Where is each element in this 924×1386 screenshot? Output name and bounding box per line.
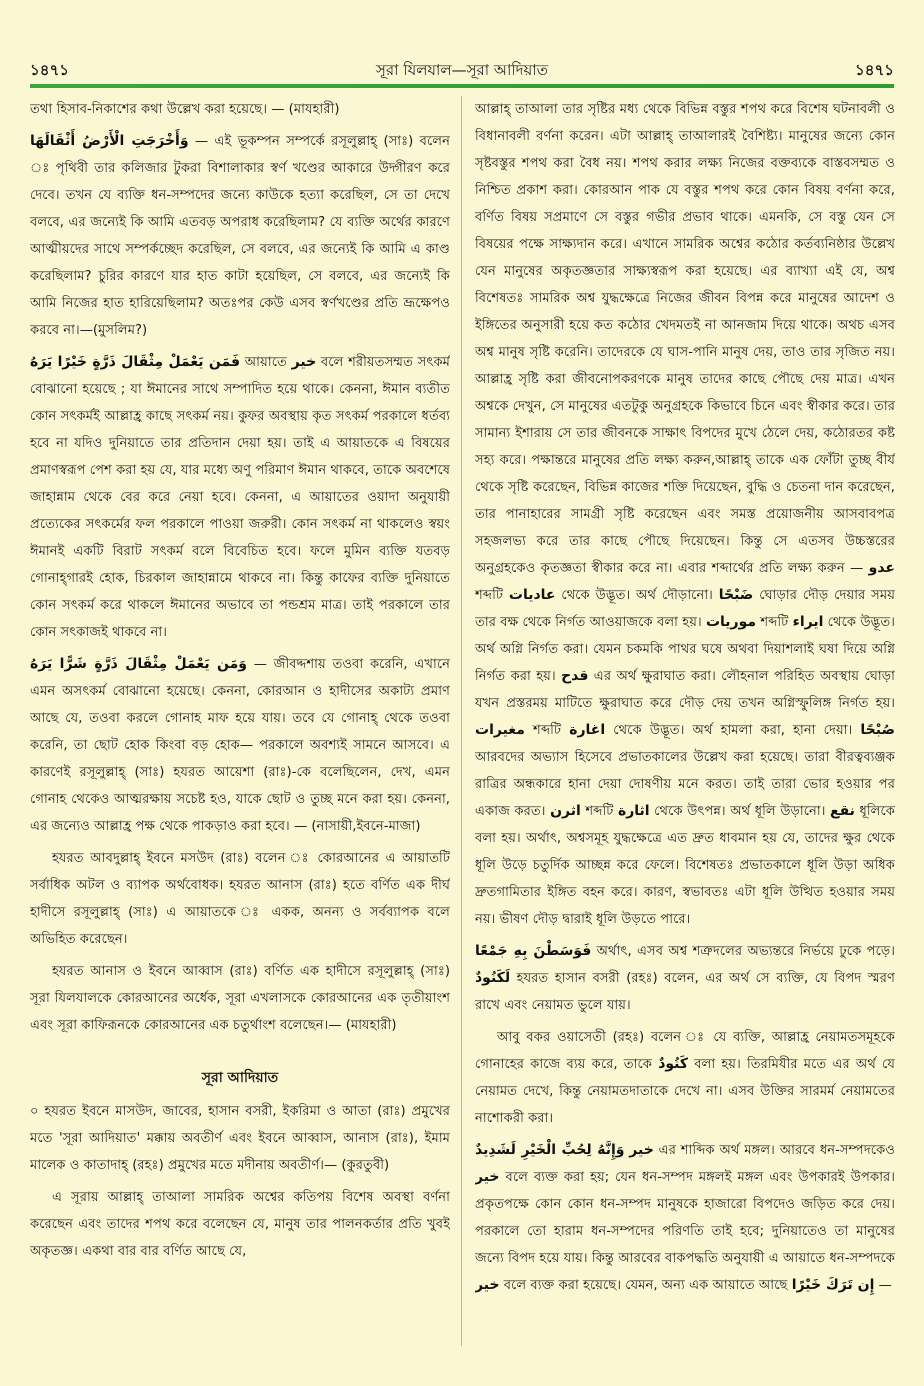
arabic-verse: وَإِنَّهُ لِحُبِّ الْخَيْرِ لَشَدِيدٌ [475,1142,625,1158]
paragraph-text: — [878,1278,892,1293]
arabic-word: خير [629,1142,654,1158]
arabic-word: ايراء [792,614,824,630]
paragraph-text: অর্থাৎ, এসব অশ্ব শত্রুদলের অভ্যন্তরে নির্ভয়ে ঢুকে পড়ে। [596,944,895,959]
running-title: সূরা যিলযাল—সূরা আদিয়াত [376,61,548,79]
paragraph: তথা হিসাব-নিকাশের কথা উল্লেখ করা হয়েছে। — (মাযহারী) [30,102,340,117]
arabic-verse: وَأَخْرَجَتِ الْأَرْضُ أَثْقَالَهَا [30,133,189,149]
paragraph [475,1137,895,1299]
arabic-word: مغيرات [475,722,525,738]
page-number-left: ১৪৭১ [30,61,69,79]
arabic-word: اغارة [569,722,606,738]
paragraph-text: — এই ভূকম্পন সম্পর্কে রসূলুল্লাহ্ (সাঃ) বলেন ঃ পৃথিবী তার কলিজার টুকরা বিশালাকার স্বর্ণ খণ্ডের আকারে উদ্গীরণ করে দেবে। তখন যে ব্যক্তি ধন-সম্পদের জন্যে কাউকে হত্যা করেছিল, সে তা দেখে বলবে, এর জন্যেই কি আমি এতবড় অপরাধ করেছিলাম? যে ব্যক্তি অর্থের কারণে আত্মীয়দের সাথে সম্পর্কচ্ছেদ করেছিল, সে বলবে, এর জন্যেই কি আমি এ কাণ্ড করেছিলাম? চুরির কারণে যার হাত কাটা হয়েছিল, সে বলবে, এর জন্যেই কি আমি নিজের হাত হারিয়েছিলাম? অতঃপর কেউ এসব স্বর্ণখণ্ডের প্রতি ভ্রূক্ষেপও করবে না।—(মুসলিম?) [30,134,450,338]
paragraph-text: থেকে উদ্ভূত। অর্থ অগ্নি নির্গত করা। যেমন চকমকি পাথর ঘষে অথবা দিয়াশলাই ঘষা দিয়ে অগ্নি নির্গত করা হয়। [475,615,895,684]
arabic-word: خير [291,354,317,370]
paragraph-text: থেকে উদ্ভূত। অর্থ দৌড়ানো। [561,588,713,603]
paragraph-text: বলে ব্যক্ত করা হয়েছে। যেমন, অন্য এক আয়াতে আছে [503,1278,788,1293]
paragraph: ০ হযরত ইবনে মাসউদ, জাবের, হাসান বসরী, ইকরিমা ও আতা (রাঃ) প্রমুখের মতে 'সূরা আদিয়াত' মক্কায় অবতীর্ণ এবং ইবনে আব্বাস, আনাস (রাঃ), ইমাম মালেক ও কাতাদাহ্ (রহঃ) প্রমুখের মতে মদীনায় অবতীর্ণ।— (কুরতুবী) [30,1104,450,1173]
paragraph-text: শব্দটি [475,588,504,603]
column-divider [461,96,462,1346]
arabic-word: عدو [868,560,895,576]
header-rule [30,84,894,88]
arabic-word: عاديات [508,587,556,603]
arabic-word: كَنُودٌ [658,1056,689,1072]
paragraph-text: আল্লাহ্ তাআলা তার সৃষ্টির মধ্য থেকে বিভিন্ন বস্তুর শপথ করে বিশেষ ঘটনাবলী ও বিধানাবলী বর্ণনা করেন। এটা আল্লাহ্ তাআলারই বৈশিষ্ট্য। মানুষের জন্যে কোন সৃষ্টবস্তুর শপথ করা বৈধ নয়। শপথ করার লক্ষ্য নিজের বক্তব্যকে বাস্তবসম্মত ও নিশ্চিত প্রকাশ করা। কোরআন পাক যে বস্তুর শপথ করে কোন বিষয় বর্ণনা করে, বর্ণিত বিষয় সপ্রমাণে সে বস্তুর গভীর প্রভাব থাকে। এমনকি, সে বস্তু যেন সে বিষয়ের পক্ষে সাক্ষ্যদান করে। এখানে সামরিক অশ্বের কঠোর কর্তব্যনিষ্ঠার উল্লেখ যেন মানুষের অকৃতজ্ঞতার সাক্ষ্যস্বরূপ করা হয়েছে। এর ব্যাখ্যা এই যে, অশ্ব বিশেষতঃ সামরিক অশ্ব যুদ্ধক্ষেত্রে নিজের জীবন বিপন্ন করে মানুষের আদেশ ও ইঙ্গিতের অনুসারী হয়ে কত কঠোর খেদমতই না আনজাম দিয়ে থাকে। অথচ এসব অশ্ব মানুষ সৃষ্টি করেনি। তাদেরকে যে ঘাস-পানি মানুষ দেয়, তাও তার সৃজিত নয়। আল্লাহ্র সৃষ্টি করা জীবনোপকরণকে মানুষ তাদের কাছে পৌছে দেয় মাত্র। এখন অশ্বকে দেখুন, সে মানুষের এতটুকু অনুগ্রহকে কিভাবে চিনে এবং স্বীকার করে। তার সামান্য ইশারায় সে তার জীবনকে সাক্ষাৎ বিপদের মুখে ঠেলে দেয়, কঠোরতর কষ্ট সহ্য করে। পক্ষান্তরে মানুষের প্রতি লক্ষ্য করুন,আল্লাহ্ তাকে এক ফোঁটা তুচ্ছ বীর্য থেকে সৃষ্টি করেছেন, বিভিন্ন কাজের শক্তি দিয়েছেন, বুদ্ধি ও চেতনা দান করেছেন, তার পানাহারের সামগ্রী সৃষ্টি করেছেন এবং সমস্ত প্রয়োজনীয় আসবাবপত্র সহজলভ্য করে তার কাছে পৌছে দিয়েছেন। কিন্তু সে এতসব উচ্চস্তরের অনুগ্রহকেও কৃতজ্ঞতা স্বীকার করে না। এবার শব্দার্থের প্রতি লক্ষ্য করুন — [475,102,895,576]
arabic-verse: إِن تَرَكَ خَيْرًا [791,1277,875,1293]
section-title: সূরা আদিয়াত [201,1070,279,1086]
paragraph-text: শব্দটি [760,615,789,630]
paragraph [30,651,450,840]
arabic-word: نقع [830,803,855,819]
arabic-word: اثرن [550,803,581,819]
arabic-verse: وَمَن يَعْمَلْ مِثْقَالَ ذَرَّةٍ شَرًّا يَرَهُ [30,656,247,672]
paragraph [475,96,895,933]
arabic-word: صُبْحًا [860,722,895,738]
paragraph-text: এর অর্থ ক্ষুরাঘাত করা। লৌহনাল পরিহিত অবস্থায় ঘোড়া যখন প্রস্তরময় মাটিতে ক্ষুরাঘাত করে দৌড় দেয় তখন অগ্নিস্ফুলিঙ্গ নির্গত হয়। [475,669,895,711]
paragraph-text: শব্দটি [585,804,614,819]
paragraph-text: ধূলিকে বলা হয়। অর্থাৎ, অশ্বসমূহ যুদ্ধক্ষেত্রে এত দ্রুত ধাবমান হয় যে, তাদের ক্ষুর থেকে ধূলি উড়ে চতুর্দিক আচ্ছন্ন করে ফেলে। বিশেষতঃ প্রভাতকালে ধূলি উড়া অধিক দ্রুতগামিতার ইঙ্গিত বহন করে। কারণ, স্বভাবতঃ এটা ধূলি উত্থিত হওয়ার সময় নয়। ভীষণ দৌড় দ্বারাই ধূলি উড়তে পারে। [475,804,895,927]
paragraph: এ সূরায় আল্লাহ্ তাআলা সামরিক অশ্বের কতিপয় বিশেষ অবস্থা বর্ণনা করেছেন এবং তাদের শপথ করে বলেছেন যে, মানুষ তার পালনকর্তার প্রতি খুবই অকৃতজ্ঞ। একথা বার বার বর্ণিত আছে যে, [30,1190,450,1259]
arabic-word: لَكَنُودٌ [475,970,511,986]
page-number-right: ১৪৭১ [855,61,894,79]
paragraph-text: আরবদের অভ্যাস হিসেবে প্রভাতকালের উল্লেখ করা হয়েছে। তারা বীরত্বব্যঞ্জক রাত্রির অন্ধকারে হানা দেয়া দোষণীয় মনে করত। তাই তারা ভোর হওয়ার পর একাজ করত। [475,750,895,819]
arabic-verse: فَوَسَطْنَ بِهِ جَمْعًا [475,943,592,959]
paragraph: হযরত আবদুল্লাহ্ ইবনে মসউদ (রাঃ) বলেন ঃ কোরআনের এ আয়াতটি সর্বাধিক অটল ও ব্যাপক অর্থবোধক। হযরত আনাস (রাঃ) হতে বর্ণিত এক দীর্ঘ হাদীসে রসূলুল্লাহ্ (সাঃ) এ আয়াতকে ঃ একক, অনন্য ও সর্বব্যাপক বলে অভিহিত করেছেন। [30,851,450,947]
arabic-word: ضَبْحًا [718,587,754,603]
paragraph [30,349,450,646]
arabic-word: قدح [561,668,589,684]
left-column [30,96,450,1356]
paragraph [475,1024,895,1132]
arabic-word: اثارة [617,803,650,819]
paragraph-text: বলে ব্যক্ত করা হয়; যেন ধন-সম্পদ মঙ্গলই মঙ্গল এবং উপকারই উপকার। প্রকৃতপক্ষে কোন কোন ধন-সম্পদ মানুষকে হাজারো বিপদেও জড়িত করে দেয়। পরকালে তো হারাম ধন-সম্পদের পরিণতি তাই হবে; দুনিয়াতেও তা মানুষের জন্যে বিপদ হয়ে যায়। কিন্তু আরবের বাকপদ্ধতি অনুযায়ী এ আয়াতে ধন-সম্পদকে [475,1170,895,1266]
paragraph-text: থেকে উদ্ভূত। অর্থ হামলা করা, হানা দেয়া। [613,723,853,738]
paragraph-text: আয়াতে [244,355,287,370]
arabic-word: خير [475,1169,500,1185]
paragraph-text: — জীবদ্দশায় তওবা করেনি, এখানে এমন অসৎকর্ম বোঝানো হয়েছে। কেননা, কোরআন ও হাদীসের অকাট্য প্রমাণ আছে যে, তওবা করলে গোনাহ মাফ হয়ে যায়। তবে যে গোনাহ্ থেকে তওবা করেনি, তা ছোট হোক কিংবা বড় হোক— পরকালে অবশ্যই সামনে আসবে। এ কারণেই রসূলুল্লাহ্ (সাঃ) হযরত আয়েশা (রাঃ)-কে বলেছিলেন, দেখ, এমন গোনাহ থেকেও আত্মরক্ষায় সচেষ্ট হও, যাকে ছোট ও তুচ্ছ মনে করা হয়। কেননা, এর জন্যেও আল্লাহ্র পক্ষ থেকে পাকড়াও করা হবে। — (নাসায়ী,ইবনে-মাজা) [30,657,450,834]
paragraph-text: আবু বকর ওয়াসেতী (রহঃ) বলেন ঃ যে ব্যক্তি, আল্লাহ্র নেয়ামতসমূহকে গোনাহের কাজে ব্যয় করে, তাকে [475,1030,895,1072]
paragraph-text: বলে শরীয়তসম্মত সৎকর্ম বোঝানো হয়েছে ; যা ঈমানের সাথে সম্পাদিত হয়ে থাকে। কেননা, ঈমান ব্যতীত কোন সৎকর্মই আল্লাহ্র কাছে সৎকর্ম নয়। কুফর অবস্থায় কৃত সৎকর্ম পরকালে ধর্তব্য হবে না যদিও দুনিয়াতে তার প্রতিদান দেয়া হয়। তাই এ আয়াতকে এ বিষয়ের প্রমাণস্বরূপ পেশ করা হয় যে, যার মধ্যে অণু পরিমাণ ঈমান থাকবে, তাকে অবশেষে জাহান্নাম থেকে বের করে নেয়া হবে। কেননা, এ আয়াতের ওয়াদা অনুযায়ী প্রত্যেকের সৎকর্মের ফল পরকালে পাওয়া জরুরী। কোন সৎকর্ম না থাকলেও স্বয়ং ঈমানই একটি বিরাট সৎকর্ম বলে বিবেচিত হবে। ফলে মুমিন ব্যক্তি যতবড় গোনাহ্গারই হোক, চিরকাল জাহান্নামে থাকবে না। কিন্তু কাফের ব্যক্তি দুনিয়াতে কোন সৎকর্ম করে থাকলে ঈমানের অভাবে তা পন্ডশ্রম মাত্র। তাই পরকালে তার কোন সৎকাজই থাকবে না। [30,355,450,640]
arabic-word: موريات [705,614,757,630]
paragraph [30,128,450,344]
paragraph-text: বলা হয়। তিরমিযীর মতে এর অর্থ যে নেয়ামত দেখে, কিন্তু নেয়ামতদাতাকে দেখে না। এসব উক্তির সারমর্ম নেয়ামতের নাশোকরী করা। [475,1057,895,1126]
paragraph-text: ঘোড়ার দৌড় দেয়ার সময় তার বক্ষ থেকে নির্গত আওয়াজকে বলা হয়। [475,588,895,630]
paragraph-text: এর শাব্দিক অর্থ মঙ্গল। আরবে ধন-সম্পদকেও [658,1143,895,1158]
page-header [30,58,894,88]
paragraph-text: থেকে উৎপন্ন। অর্থ ধূলি উড়ানো। [654,804,826,819]
paragraph-text: শব্দটি [533,723,562,738]
arabic-verse: فَمَن يَعْمَلْ مِثْقَالَ ذَرَّةٍ خَيْرًا يَرَهُ [30,354,241,370]
right-column [475,96,895,1356]
paragraph [475,938,895,1019]
paragraph-text: হযরত হাসান বসরী (রহঃ) বলেন, এর অর্থ সে ব্যক্তি, যে বিপদ স্মরণ রাখে এবং নেয়ামত ভুলে যায়। [475,971,895,1013]
paragraph: হযরত আনাস ও ইবনে আব্বাস (রাঃ) বর্ণিত এক হাদীসে রসূলুল্লাহ্ (সাঃ) সূরা যিলযালকে কোরআনের অর্ধেক, সূরা এখলাসকে কোরআনের এক তৃতীয়াংশ এবং সূরা কাফিরূনকে কোরআনের এক চতুর্থাংশ বলেছেন।— (মাযহারী) [30,964,450,1033]
arabic-word: خير [475,1277,500,1293]
